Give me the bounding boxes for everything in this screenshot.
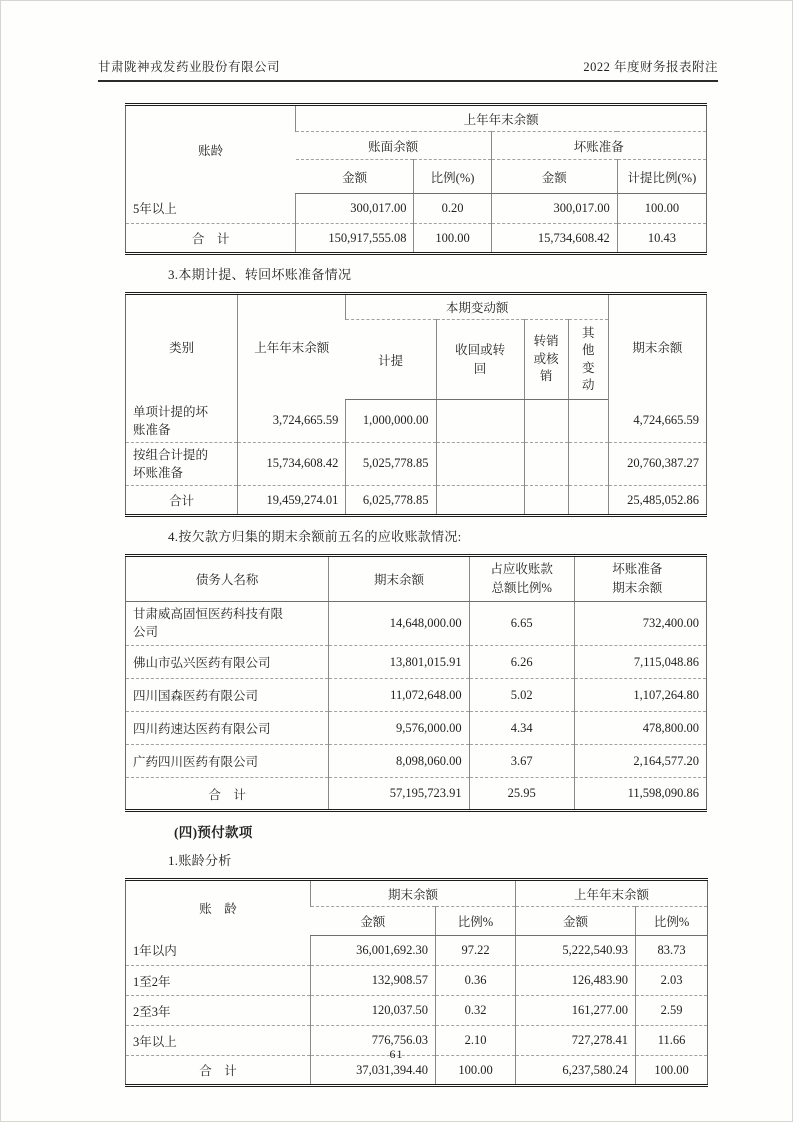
cell-recover (436, 442, 524, 485)
writeoff-header-text: 转销或核销 (533, 334, 559, 384)
cell-prior-amount: 727,278.41 (516, 1026, 636, 1056)
col-header-prior-year: 上年年末余额 (238, 294, 346, 400)
cell-ratio: 6.26 (469, 646, 574, 679)
row-label: 3年以上 (126, 1026, 311, 1056)
cell-end-amount: 36,001,692.30 (311, 936, 436, 966)
cell-debtor-name: 四川药速达医药有限公司 (126, 712, 329, 745)
cell-ending: 13,801,015.91 (329, 646, 469, 679)
table-row (126, 400, 707, 443)
cell-bad-ending: 478,800.00 (574, 712, 706, 745)
cell-ending: 4,724,665.59 (608, 400, 706, 443)
cell-writeoff (524, 400, 568, 443)
cell-bad-amount: 15,734,608.42 (491, 224, 617, 254)
col-header-provision: 计提 (346, 320, 436, 400)
col-header-amount2: 金额 (516, 907, 636, 936)
cell-ratio: 3.67 (469, 745, 574, 778)
cell-end-amount: 120,037.50 (311, 996, 436, 1026)
cell-ratio: 4.34 (469, 712, 574, 745)
row-label: 5年以上 (133, 202, 177, 217)
cell-prior: 15,734,608.42 (238, 442, 346, 485)
company-name: 甘肃陇神戎发药业股份有限公司 (98, 60, 281, 74)
row-label-text: 按组合计提的坏账准备 (133, 447, 209, 480)
total-row (126, 486, 707, 516)
col-header-age: 账 龄 (199, 902, 237, 917)
cell-bad-ratio: 100.00 (617, 194, 706, 224)
row-label-text: 单项计提的坏账准备 (133, 404, 209, 437)
cell-amount: 300,017.00 (296, 194, 414, 224)
table-row (126, 679, 707, 712)
table-row (126, 442, 707, 485)
cell-debtor-name: 佛山市弘兴医药有限公司 (126, 646, 329, 679)
table-row (126, 936, 708, 966)
section-title-prepayments: (四)预付款项 (174, 825, 253, 840)
cell-bad-ending: 11,598,090.86 (574, 778, 706, 811)
col-header-category: 类别 (169, 341, 195, 356)
cell-prior: 3,724,665.59 (238, 400, 346, 443)
row-label: 合 计 (126, 224, 296, 254)
cell-end-amount: 37,031,394.40 (311, 1056, 436, 1086)
cell-ratio: 6.65 (469, 601, 574, 646)
cell-bad-ending: 1,107,264.80 (574, 679, 706, 712)
bad-debt-ending-header-text: 坏账准备期末余额 (612, 562, 663, 595)
cell-ending: 8,098,060.00 (329, 745, 469, 778)
cell-prior-ratio: 83.73 (636, 936, 708, 966)
col-header-amount: 金额 (296, 160, 414, 194)
cell-ending: 14,648,000.00 (329, 601, 469, 646)
cell-ratio: 0.20 (414, 194, 491, 224)
cell-prior-ratio: 2.59 (636, 996, 708, 1026)
cell-end-amount: 132,908.57 (311, 966, 436, 996)
cell-other (568, 442, 608, 485)
cell-writeoff (524, 442, 568, 485)
col-header-provision-ratio: 计提比例(%) (617, 160, 706, 194)
cell-prior-ratio: 2.03 (636, 966, 708, 996)
col-header-prior-year: 上年年末余额 (296, 105, 707, 132)
cell-recover (436, 486, 524, 516)
aging-prior-year-table (125, 103, 707, 255)
other-header-text: 其他变动 (581, 325, 595, 392)
cell-prior-amount: 126,483.90 (516, 966, 636, 996)
recover-header-text: 收回或转回 (455, 343, 506, 376)
col-header-amount: 金额 (311, 907, 436, 936)
ratio-header-text: 占应收账款总额比例% (490, 562, 553, 595)
row-label: 合计 (126, 486, 238, 516)
table-row (126, 646, 707, 679)
table-row (126, 745, 707, 778)
cell-bad-ending: 2,164,577.20 (574, 745, 706, 778)
cell-end-ratio: 100.00 (436, 1056, 516, 1086)
cell-debtor-name: 广药四川医药有限公司 (126, 745, 329, 778)
debtor-name-text: 甘肃威高固恒医药科技有限公司 (133, 606, 284, 640)
col-header-ratio2: 比例% (636, 907, 708, 936)
cell-debtor-name: 四川国森医药有限公司 (126, 679, 329, 712)
cell-prior-amount: 6,237,580.24 (516, 1056, 636, 1086)
cell-ending: 11,072,648.00 (329, 679, 469, 712)
cell-debtor-name (126, 601, 329, 646)
col-header-ratio: 比例(%) (414, 160, 491, 194)
table-row (126, 194, 707, 224)
document-title: 2022 年度财务报表附注 (583, 60, 718, 74)
col-header-other (568, 320, 608, 400)
cell-end-amount: 776,756.03 (311, 1026, 436, 1056)
cell-ending: 9,576,000.00 (329, 712, 469, 745)
col-header-ending-group: 期末余额 (311, 880, 516, 907)
cell-prior-ratio: 100.00 (636, 1056, 708, 1086)
cell-writeoff (524, 486, 568, 516)
page-number: 61 (389, 1047, 404, 1061)
col-header-recover (436, 320, 524, 400)
col-header-bad-debt-ending (574, 556, 706, 602)
table-row (126, 996, 708, 1026)
row-label: 合 计 (126, 1056, 311, 1086)
col-header-age: 账龄 (198, 143, 224, 158)
table-row (126, 966, 708, 996)
cell-provision: 6,025,778.85 (346, 486, 436, 516)
col-header-ending: 期末余额 (608, 294, 706, 400)
document-header (98, 57, 718, 82)
cell-end-ratio: 0.36 (436, 966, 516, 996)
cell-provision: 1,000,000.00 (346, 400, 436, 443)
section-title-3: 3.本期计提、转回坏账准备情况 (168, 267, 352, 282)
col-header-amount2: 金额 (491, 160, 617, 194)
col-header-debtor: 债务人名称 (126, 556, 329, 602)
cell-prior: 19,459,274.01 (238, 486, 346, 516)
total-row (126, 778, 707, 811)
cell-prior-amount: 161,277.00 (516, 996, 636, 1026)
col-header-writeoff (524, 320, 568, 400)
cell-bad-ending: 7,115,048.86 (574, 646, 706, 679)
row-label: 1至2年 (126, 966, 311, 996)
section-title-4: 4.按欠款方归集的期末余额前五名的应收账款情况: (168, 529, 462, 544)
row-label: 2至3年 (126, 996, 311, 1026)
cell-end-ratio: 97.22 (436, 936, 516, 966)
cell-end-ratio: 0.32 (436, 996, 516, 1026)
row-label (126, 442, 238, 485)
top5-receivables-table (125, 554, 707, 812)
cell-bad-ratio: 10.43 (617, 224, 706, 254)
row-label: 合 计 (126, 778, 329, 811)
cell-other (568, 400, 608, 443)
col-header-ending: 期末余额 (329, 556, 469, 602)
table-row (126, 601, 707, 646)
col-header-current-change: 本期变动额 (346, 294, 608, 320)
cell-bad-ending: 732,400.00 (574, 601, 706, 646)
page-content (125, 103, 707, 1087)
col-header-bad-debt: 坏账准备 (491, 132, 706, 160)
cell-prior-amount: 5,222,540.93 (516, 936, 636, 966)
cell-end-ratio: 2.10 (436, 1026, 516, 1056)
cell-other (568, 486, 608, 516)
provision-change-table (125, 292, 707, 517)
cell-recover (436, 400, 524, 443)
cell-ending: 20,760,387.27 (608, 442, 706, 485)
row-label (126, 400, 238, 443)
cell-ratio: 100.00 (414, 224, 491, 254)
cell-ratio: 5.02 (469, 679, 574, 712)
row-label: 1年以内 (133, 944, 177, 959)
cell-prior-ratio: 11.66 (636, 1026, 708, 1056)
total-row (126, 224, 707, 254)
cell-provision: 5,025,778.85 (346, 442, 436, 485)
cell-bad-amount: 300,017.00 (491, 194, 617, 224)
col-header-book-balance: 账面余额 (296, 132, 491, 160)
col-header-prior-group: 上年年末余额 (516, 880, 708, 907)
cell-ending: 25,485,052.86 (608, 486, 706, 516)
table-row (126, 712, 707, 745)
subsection-title-aging: 1.账龄分析 (168, 853, 232, 868)
cell-amount: 150,917,555.08 (296, 224, 414, 254)
col-header-ratio (469, 556, 574, 602)
cell-ending: 57,195,723.91 (329, 778, 469, 811)
cell-ratio: 25.95 (469, 778, 574, 811)
col-header-ratio: 比例% (436, 907, 516, 936)
